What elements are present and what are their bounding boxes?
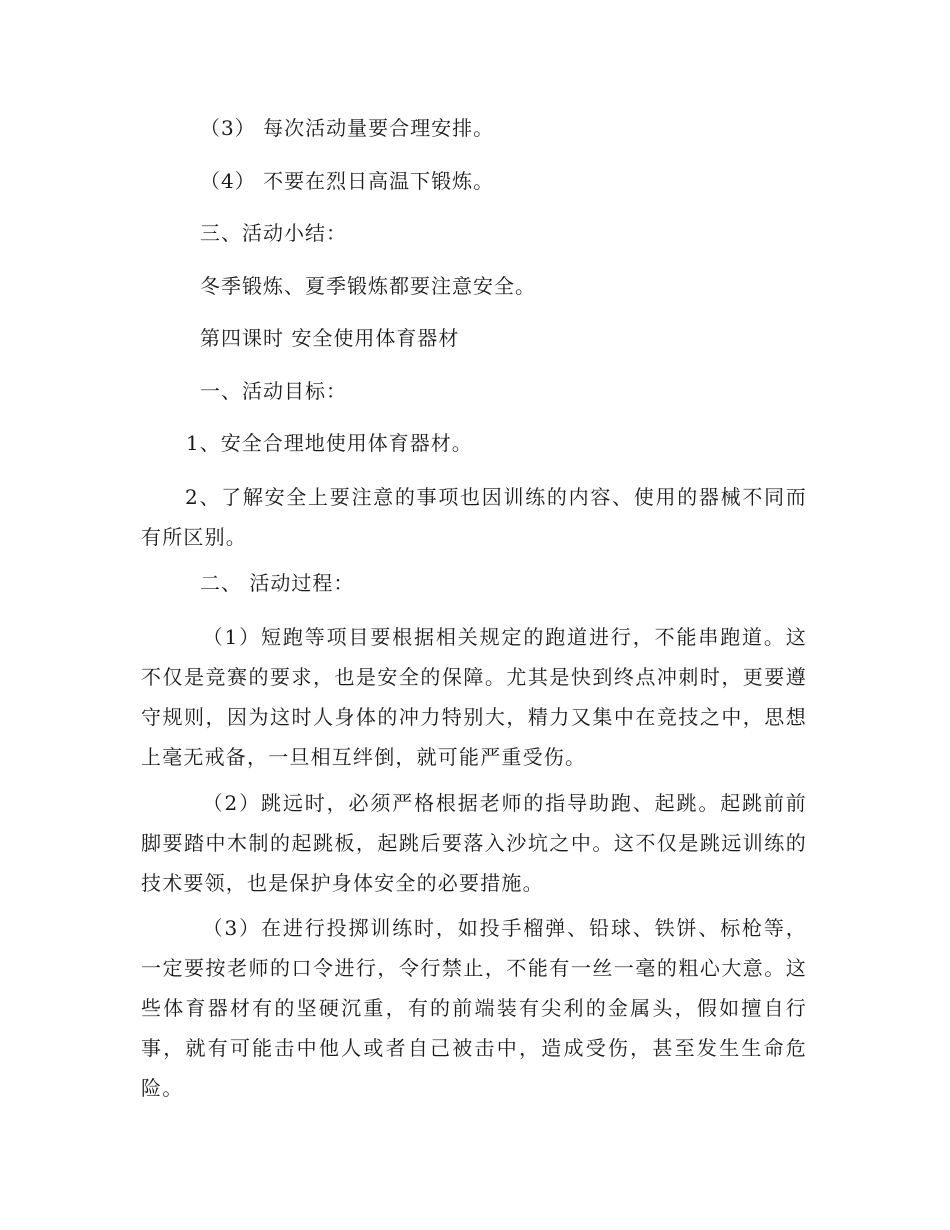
- section-heading: 三、活动小结：: [200, 221, 347, 245]
- lesson-title: 第四课时 安全使用体育器材: [200, 326, 460, 350]
- text-line: （4） 不要在烈日高温下锻炼。: [200, 169, 495, 193]
- section-heading: 二、 活动过程：: [200, 571, 355, 595]
- goal-2-paragraph: [141, 477, 807, 557]
- paragraph-text: （3）在进行投掷训练时，如投手榴弹、铅球、铁饼、标枪等，一定要按老师的口令进行，令行禁止，不能有一丝一毫的粗心大意。这些体育器材有的坚硬沉重，有的前端装有尖利的金属头，假如擅自行事，就有可能击中他人或者自己被击中，造成受伤，甚至发生生命危险。: [141, 916, 807, 1100]
- body-paragraph: [141, 617, 807, 777]
- paragraph-text: 2、了解安全上要注意的事项也因训练的内容、使用的器械不同而有所区别。: [141, 485, 807, 549]
- paragraph-text: （1）短跑等项目要根据相关规定的跑道进行，不能串跑道。这不仅是竞赛的要求，也是安全的保障。尤其是快到终点冲刺时，更要遵守规则，因为这时人身体的冲力特别大，精力又集中在竞技之中，思想上毫无戒备，一旦相互绊倒，就可能严重受伤。: [141, 625, 807, 769]
- body-paragraph: [141, 908, 807, 1108]
- text-line: 1、安全合理地使用体育器材。: [186, 431, 473, 455]
- section-heading: 一、活动目标：: [200, 379, 347, 403]
- body-paragraph: [141, 783, 807, 903]
- text-line: 冬季锻炼、夏季锻炼都要注意安全。: [200, 274, 536, 298]
- text-line: （3） 每次活动量要合理安排。: [200, 116, 495, 140]
- paragraph-text: （2）跳远时，必须严格根据老师的指导助跑、起跳。起跳前前脚要踏中木制的起跳板，起跳后要落入沙坑之中。这不仅是跳远训练的技术要领，也是保护身体安全的必要措施。: [141, 791, 807, 895]
